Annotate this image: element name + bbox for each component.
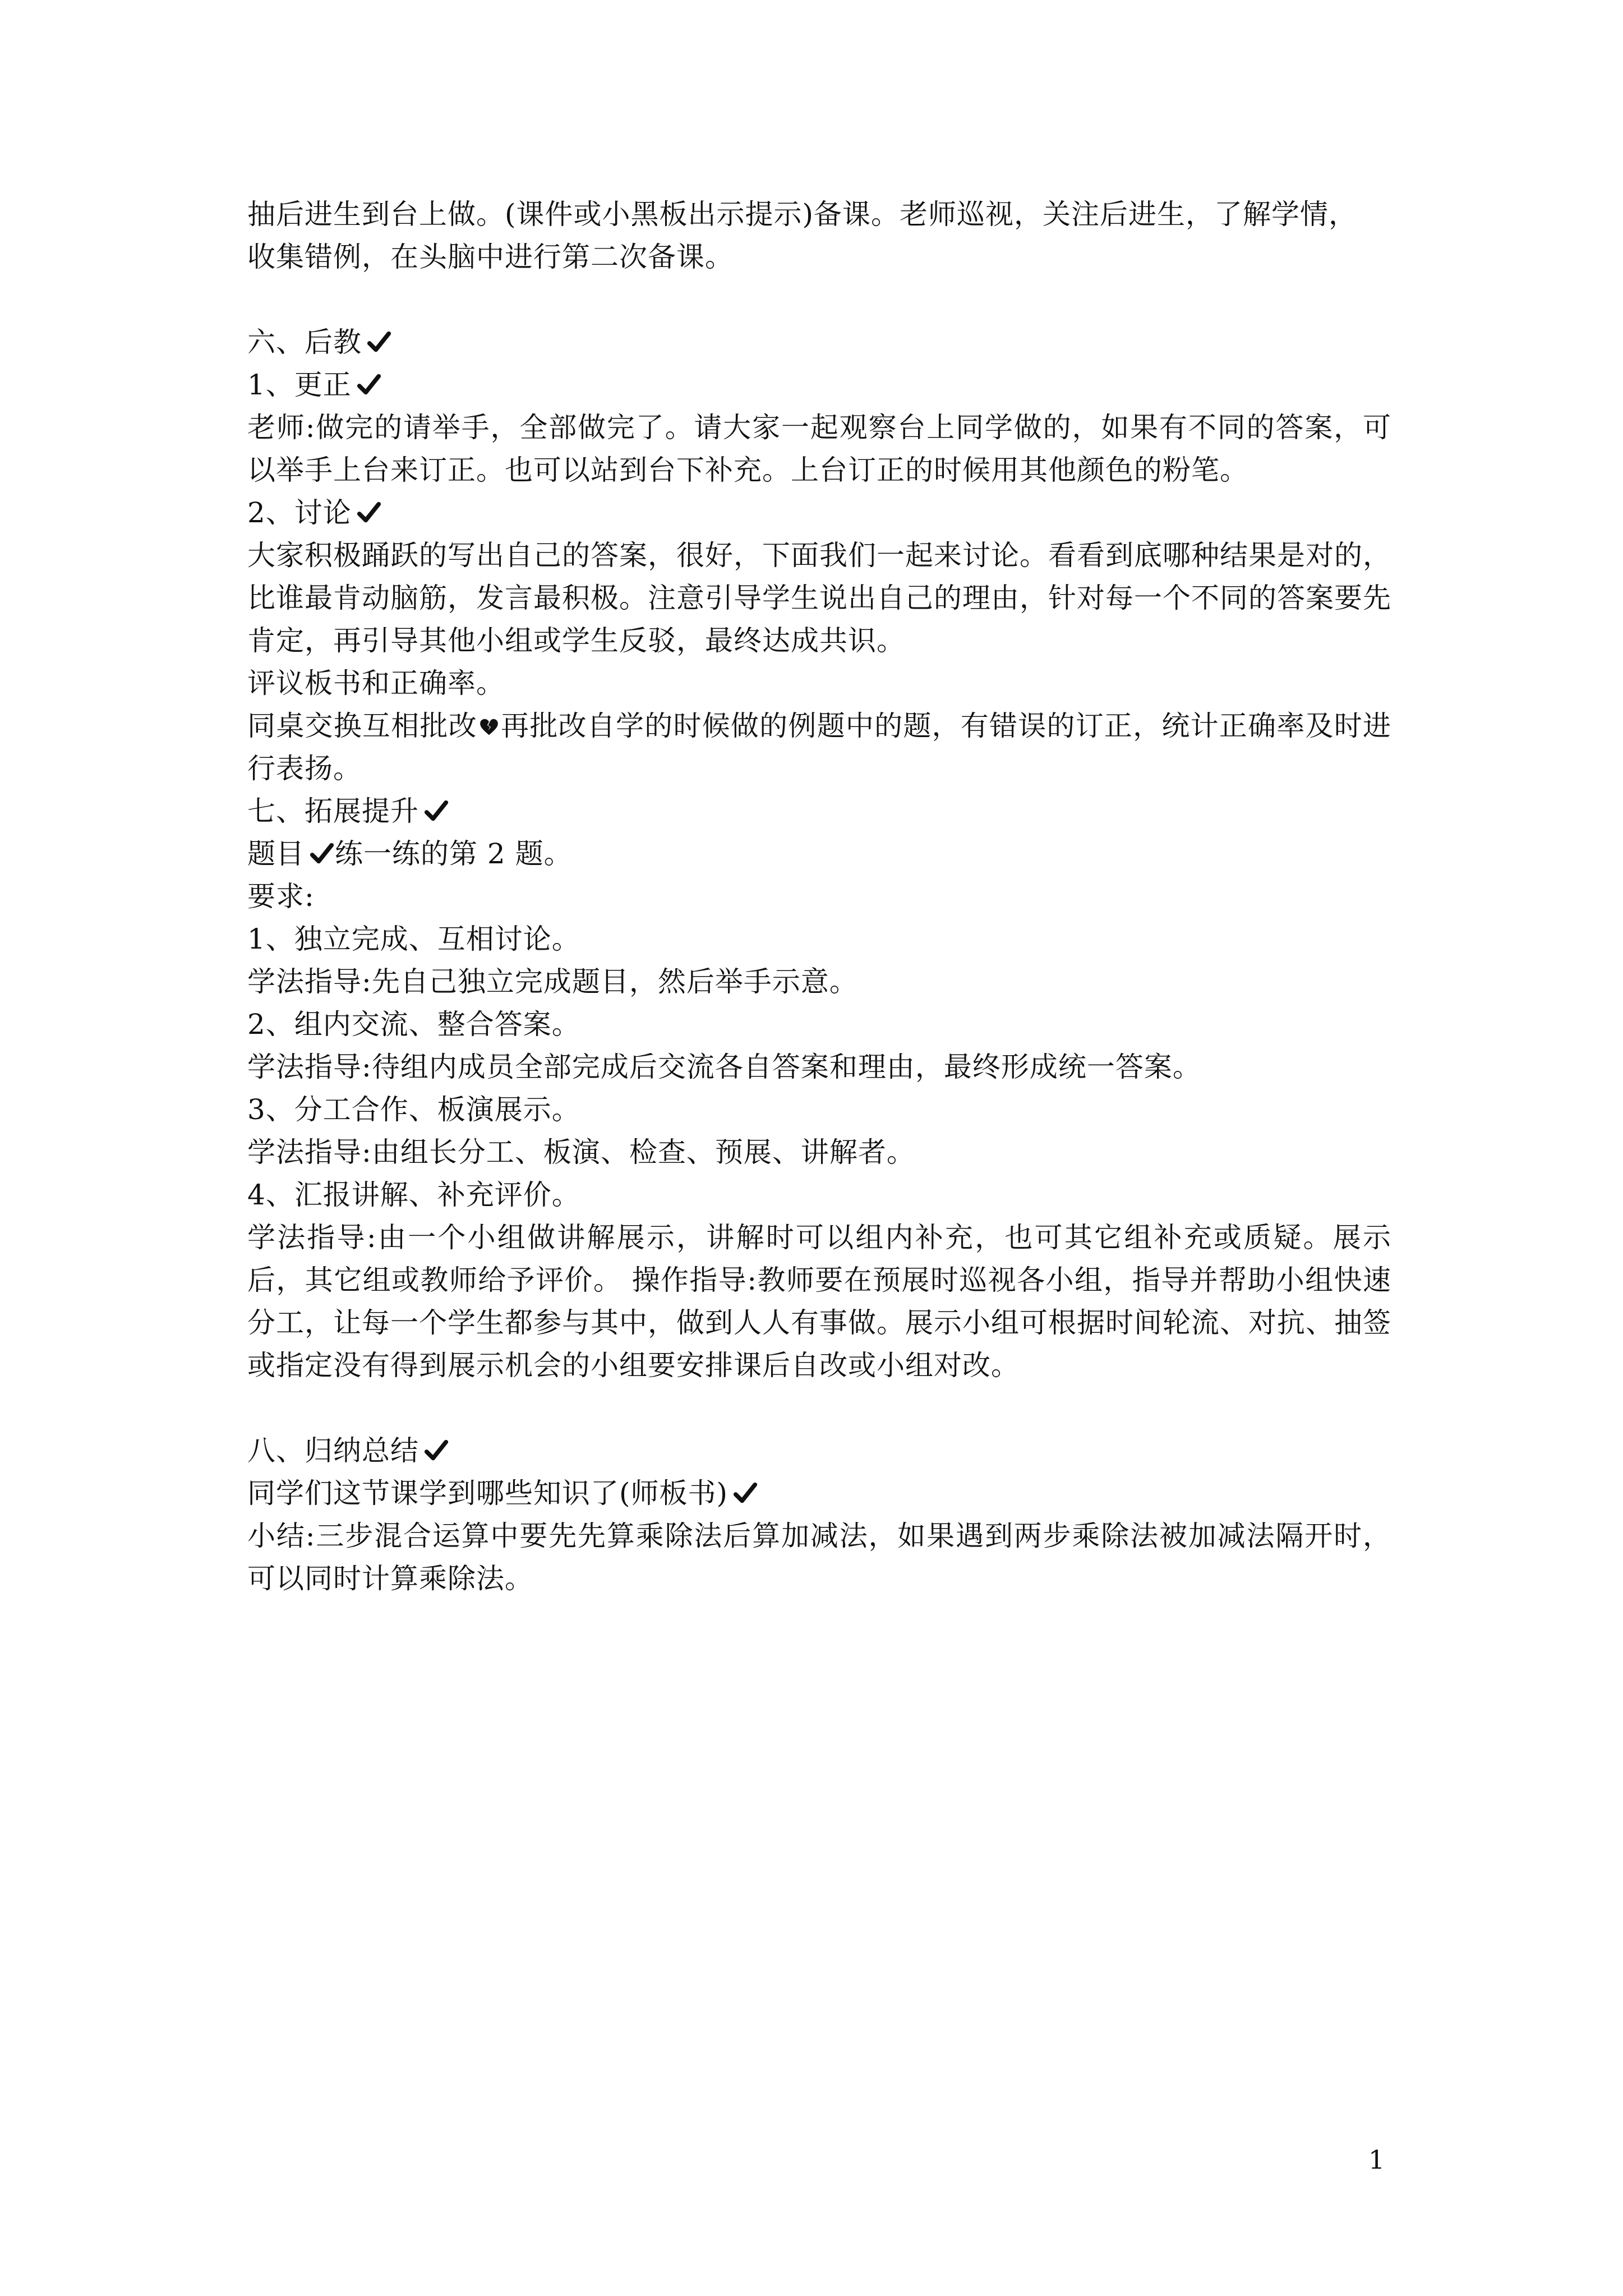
checkmark-icon xyxy=(366,329,392,355)
subsection-1-text: 老师:做完的请举手，全部做完了。请大家一起观察台上同学做的，如果有不同的答案，可以举手上台来订正。也可以站到台下补充。上台订正的时候用其他颜色的粉笔。 xyxy=(247,411,1391,486)
spacer xyxy=(247,1387,1391,1429)
swap-text-before: 同桌交换互相批改 xyxy=(247,710,477,742)
checkmark-icon xyxy=(356,500,382,526)
subsection-2-heading-text: 2、讨论 xyxy=(247,496,352,529)
summary-question-text: 同学们这节课学到哪些知识了(师板书) xyxy=(247,1477,728,1510)
swap-text xyxy=(247,705,1391,790)
subsection-1-heading-text: 1、更正 xyxy=(247,369,352,401)
checkmark-icon xyxy=(356,372,382,398)
page-number: 1 xyxy=(1368,2145,1385,2175)
requirement-3-guide: 学法指导:由组长分工、板演、检查、预展、讲解者。 xyxy=(247,1136,915,1168)
section-6-heading xyxy=(247,321,1391,364)
subsection-2-heading xyxy=(247,491,1391,534)
section-8-heading xyxy=(247,1429,1391,1472)
topic-text xyxy=(247,832,1391,875)
section-8-heading-text: 八、归纳总结 xyxy=(247,1434,419,1467)
requirement-4-guide: 学法指导:由一个小组做讲解展示，讲解时可以组内补充，也可其它组补充或质疑。展示后，其它组或教师给予评价。 操作指导:教师要在预展时巡视各小组，指导并帮助小组快速分工，让每一个学生都参与其中，做到人人有事做。展示小组可根据时间轮流、对抗、抽签或指定没有得到展示机会的小组要安排课后自改或小组对改。 xyxy=(247,1221,1391,1382)
requirement-3-title: 3、分工合作、板演展示。 xyxy=(247,1093,580,1126)
requirement-2-title: 2、组内交流、整合答案。 xyxy=(247,1008,580,1041)
intro-line-2: 收集错例，在头脑中进行第二次备课。 xyxy=(247,241,734,273)
section-7-heading xyxy=(247,790,1391,832)
subsection-1-heading xyxy=(247,364,1391,406)
checkmark-icon xyxy=(732,1480,758,1506)
document-body xyxy=(247,193,1391,1600)
requirement-1-guide: 学法指导:先自己独立完成题目，然后举手示意。 xyxy=(247,965,858,998)
intro-line-1: 抽后进生到台上做。(课件或小黑板出示提示)备课。老师巡视，关注后进生，了解学情， xyxy=(247,198,1358,231)
spacer xyxy=(247,278,1391,321)
section-6-heading-text: 六、后教 xyxy=(247,326,362,358)
requirements-label: 要求: xyxy=(247,880,315,913)
review-text: 评议板书和正确率。 xyxy=(247,667,505,700)
broken-heart-icon xyxy=(478,716,500,738)
checkmark-icon xyxy=(423,798,449,824)
topic-text-after: 练一练的第 2 题。 xyxy=(335,838,573,870)
checkmark-icon xyxy=(423,1438,449,1464)
requirement-2-guide: 学法指导:待组内成员全部完成后交流各自答案和理由，最终形成统一答案。 xyxy=(247,1051,1201,1083)
requirement-1-title: 1、独立完成、互相讨论。 xyxy=(247,923,580,955)
swap-text-after: 再批改自学的时候做的例题中的题，有错误的订正，统计正确率及时进行表扬。 xyxy=(247,710,1392,785)
requirement-4-title: 4、汇报讲解、补充评价。 xyxy=(247,1179,580,1211)
section-7-heading-text: 七、拓展提升 xyxy=(247,795,419,827)
topic-text-before: 题目 xyxy=(247,838,305,870)
summary-question xyxy=(247,1472,1391,1515)
checkmark-icon xyxy=(309,841,335,867)
subsection-2-text: 大家积极踊跃的写出自己的答案，很好，下面我们一起来讨论。看看到底哪种结果是对的，比谁最肯动脑筋，发言最积极。注意引导学生说出自己的理由，针对每一个不同的答案要先肯定，再引导其他小组或学生反驳，最终达成共识。 xyxy=(247,539,1391,657)
summary-text: 小结:三步混合运算中要先先算乘除法后算加减法，如果遇到两步乘除法被加减法隔开时，可以同时计算乘除法。 xyxy=(247,1520,1391,1595)
